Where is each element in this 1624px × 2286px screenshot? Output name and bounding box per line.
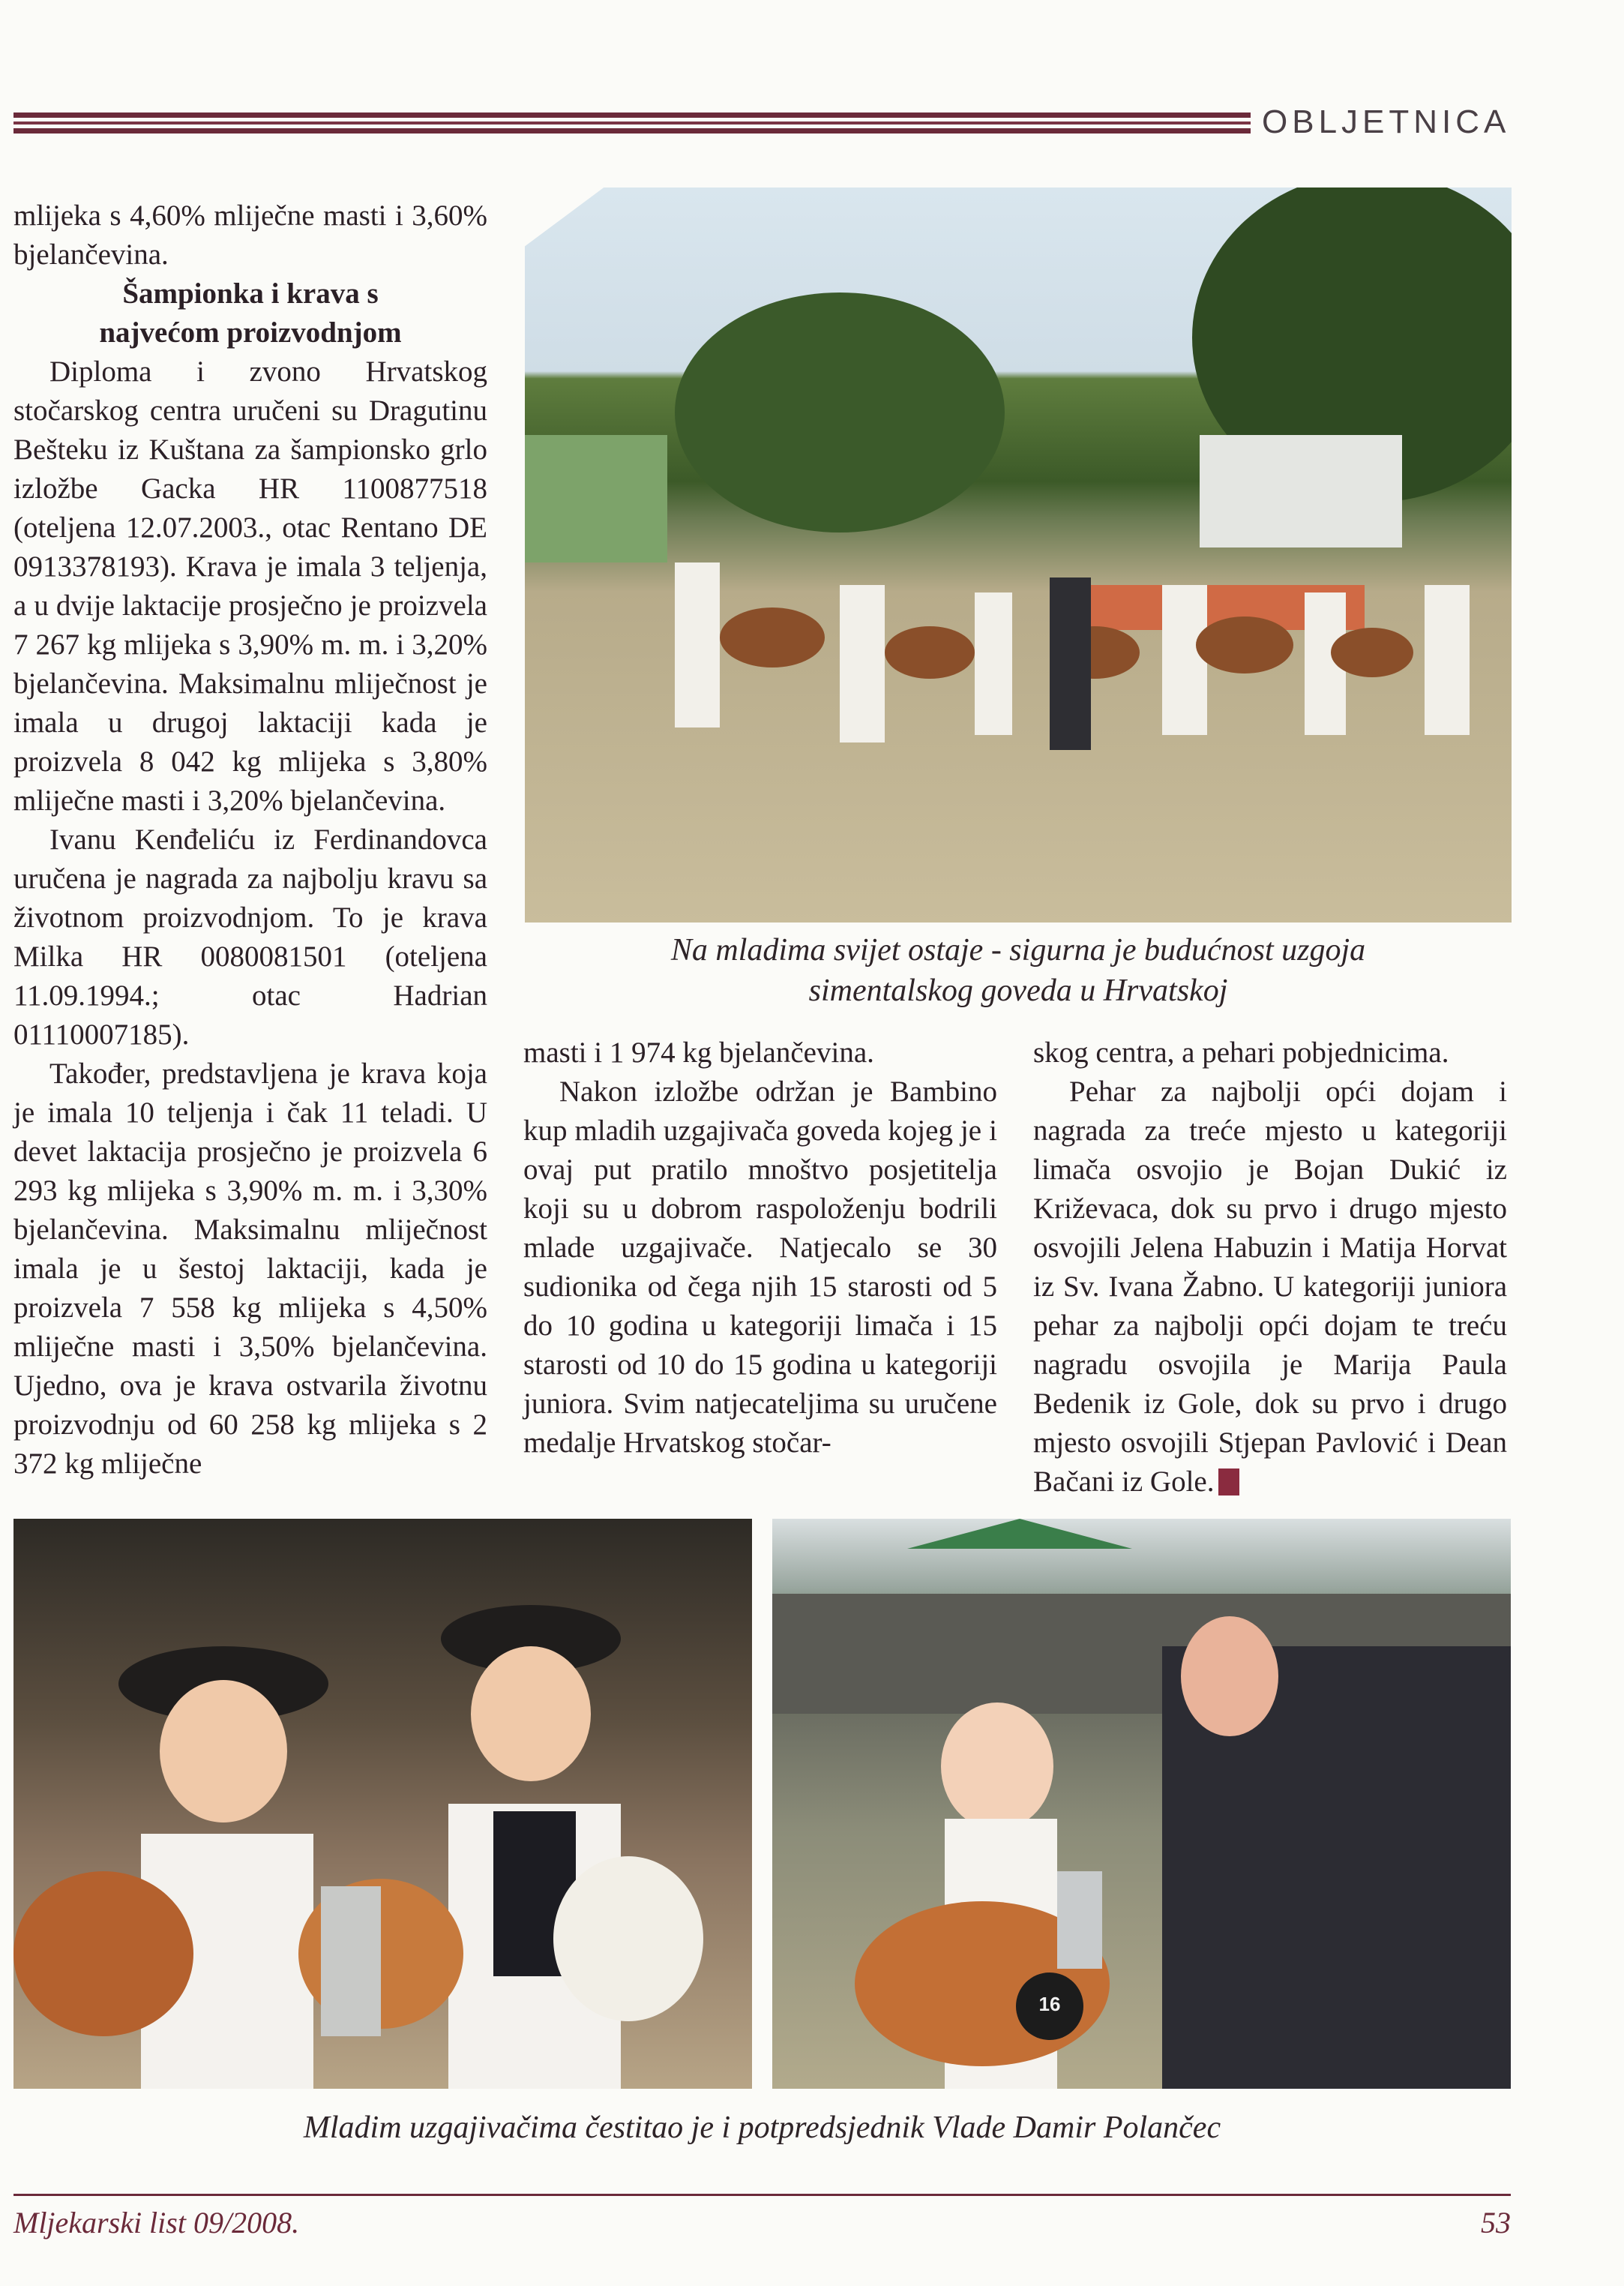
article-column-2 xyxy=(523,1034,997,1462)
photo-young-breeders-trophy xyxy=(13,1519,752,2089)
photo-caption xyxy=(525,930,1512,1011)
paragraph: mlijeka s 4,60% mliječne masti i 3,60% bjelančevina. xyxy=(13,200,487,271)
publication-title: Mljekarski list 09/2008. xyxy=(13,2206,300,2240)
photo-caption: Mladim uzgajivačima čestitao je i potpredsjednik Vlade Damir Polančec xyxy=(303,2110,1221,2145)
photo-cattle-show-group xyxy=(525,188,1512,922)
header-rule xyxy=(13,112,1251,137)
section-title: OBLJETNICA xyxy=(1262,104,1511,140)
footer-rule xyxy=(13,2194,1511,2196)
paragraph: Nakon izložbe održan je Bambino kup mladih uzgajivača goveda kojeg je i ovaj put pratilo mnoštvo posjetitelja koji su u dobrom raspoloženju bodrili mlade uzgajivače. Natjecalo se 30 sudionika od čega njih 15 starosti od 5 do 10 godina u kategoriji limača i 15 starosti od 10 do 15 godina u kategoriji juniora. Svim natjecateljima su uručene medalje Hrvatskog stočar- xyxy=(523,1076,997,1459)
paragraph: Ivanu Kenđeliću iz Ferdinandovca uručena je nagrada za najbolju kravu sa životnom proizvodnjom. To je krava Milka HR 0080081501 (oteljena 11.09.1994.; otac Hadrian 01110007185). xyxy=(13,824,487,1051)
paragraph: Također, predstavljena je krava koja je imala 10 teljenja i čak 11 teladi. U devet laktacija prosječno je proizvela 6 293 kg mlijeka s 3,90% m. m. i 3,30% bjelančevina. Maksimalnu mliječnost imala je u šestoj laktaciji, kada je proizvela 7 558 kg mlijeka s 4,50% mliječne masti i 3,50% bjelančevina. Ujedno, ova je krava ostvarila životnu proizvodnju od 60 258 kg mlijeka s 2 372 kg mliječne xyxy=(13,1058,487,1480)
page-number: 53 xyxy=(1481,2206,1511,2240)
subheading-line: najvećom proizvodnjom xyxy=(99,316,402,349)
article-column-1 xyxy=(13,196,487,1484)
photo-vice-president-congratulating xyxy=(772,1519,1511,2089)
paragraph: masti i 1 974 kg bjelančevina. xyxy=(523,1036,874,1069)
photo-illustration xyxy=(13,1519,752,2089)
subheading-line: Šampionka i krava s xyxy=(122,278,379,310)
caption-line: simentalskog goveda u Hrvatskoj xyxy=(808,974,1228,1008)
calf-number-tag: 16 xyxy=(1038,1993,1061,2015)
subheading xyxy=(13,274,487,352)
paragraph: Diploma i zvono Hrvatskog stočarskog centra uručeni su Dragutinu Bešteku iz Kuštana za šampionsko grlo izložbe Gacka HR 1100877518 (oteljena 12.07.2003., otac Rentano DE 0913378193). Krava je imala 3 teljenja, a u dvije laktacije prosječno je proizvela 7 267 kg mlijeka s 3,90% m. m. i 3,20% bjelančevina. Maksimalnu mliječnost je imala u drugoj laktaciji kada je proizvela 8 042 kg mlijeka s 3,80% mliječne masti i 3,20% bjelančevina. xyxy=(13,356,487,817)
article-column-3 xyxy=(1033,1034,1507,1502)
paragraph: skog centra, a pehari pobjednicima. xyxy=(1033,1036,1449,1069)
photo-illustration xyxy=(525,188,1512,922)
paragraph xyxy=(1033,1072,1507,1502)
end-of-article-mark xyxy=(1218,1468,1239,1496)
caption-line: Na mladima svijet ostaje - sigurna je budućnost uzgoja xyxy=(670,933,1366,968)
paragraph-text: Pehar za najbolji opći dojam i nagrada za treće mjesto u kategoriji limača osvojio je Bojan Dukić iz Križevaca, dok su prvo i drugo mjesto osvojili Jelena Habuzin i Matija Horvat iz Sv. Ivana Žabno. U kategoriji juniora pehar za najbolji opći dojam te treću nagradu osvojila je Marija Paula Bedenik iz Gole, dok su prvo i drugo mjesto osvojili Stjepan Pavlović i Dean Bačani iz Gole. xyxy=(1033,1076,1507,1498)
photo-illustration xyxy=(772,1519,1511,2089)
